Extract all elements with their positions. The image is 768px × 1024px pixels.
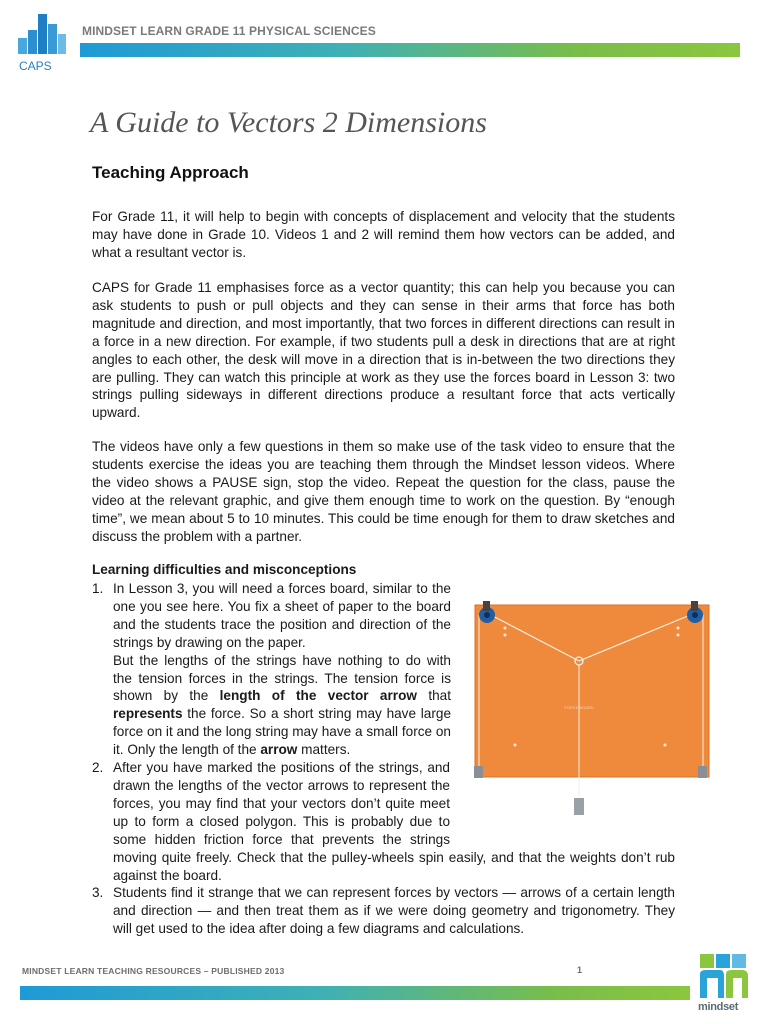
footer-bar: [20, 986, 690, 1000]
footer-text: MINDSET LEARN TEACHING RESOURCES – PUBLISHED 2013: [22, 966, 285, 976]
paragraph-3: The videos have only a few questions in them so make use of the task video to ensure that the students exercise the ideas you are teaching them through the Mindset lesson videos. Where the video shows a PAUSE sign, stop the video. Repeat the question for the class, pause the video at the relevant graphic, and give them enough time to work on the question. By “enough time”, we mean about 5 to 10 minutes. This could be time enough for them to draw sketches and discuss the problem with a partner.: [92, 439, 675, 544]
difficulties-list: [92, 580, 675, 938]
list-number: 2.: [92, 760, 104, 776]
section-title: Teaching Approach: [92, 163, 249, 182]
difficulties-heading: Learning difficulties and misconceptions: [92, 562, 357, 577]
list-item: [92, 759, 675, 884]
board-label: FORCE BOARD: [564, 705, 594, 710]
page-number: 1: [577, 965, 583, 975]
list-item-1-text-a: In Lesson 3, you will need a forces board, similar to the one you see here. You fix a sheet of paper to the board and the students trace the position and direction of the strings by drawing on the paper.: [113, 581, 451, 650]
list-number: 3.: [92, 885, 104, 901]
header-title: MINDSET LEARN GRADE 11 PHYSICAL SCIENCES: [82, 24, 376, 38]
list-item: [92, 884, 675, 938]
list-item: [92, 580, 675, 759]
list-number: 1.: [92, 581, 104, 596]
paragraph-2: CAPS for Grade 11 emphasises force as a vector quantity; this can help you because you can ask students to push or pull objects and they can sense in their arms that force has both magnitude and direction, and most importantly, that two forces in different directions can result in a force in a new direction. For example, if two students pull a desk in directions that are at right angles to each other, the desk will move in a direction that is in-between the two directions they are pulling. They can watch this principle at work as they use the forces board in Lesson 3: two strings pulling sideways in different directions produce a resultant force that acts vertically upward.: [92, 280, 675, 421]
brand-name: mindset: [698, 1001, 739, 1013]
header-bar: [80, 43, 740, 57]
list-item-1-text-b: But the lengths of the strings have nothing to do with the tension forces in the strings. The tension force is shown by the length of the vector arrow that represents the force. So a short string may have large force on it and the long string may have a small force on it. Only the length of the arrow matters.: [113, 652, 451, 758]
logo-text: CAPS: [19, 59, 52, 73]
paragraph-1: For Grade 11, it will help to begin with concepts of displacement and velocity that the students may have done in Grade 10. Videos 1 and 2 will remind them how vectors can be added, and what a resultant vector is.: [92, 209, 675, 260]
document-title: A Guide to Vectors 2 Dimensions: [90, 106, 487, 139]
list-item-2-text: After you have marked the positions of the strings, and drawn the lengths of the vector arrows to represent the forces, you may find that your vectors don’t quite meet up to form a closed polygon. This is probably due to some hidden friction force that prevents the strings moving quite freely. Check that the pulley-wheels spin easily, and that the weights don’t rub against the board.: [113, 760, 675, 883]
list-item-3-text: Students find it strange that we can represent forces by vectors — arrows of a certain length and direction — and then treat them as if we were doing geometry and trigonometry. They will get used to the idea after doing a few diagrams and calculations.: [113, 885, 675, 937]
caps-logo: [16, 12, 68, 74]
mindset-logo-icon: [698, 950, 750, 1002]
